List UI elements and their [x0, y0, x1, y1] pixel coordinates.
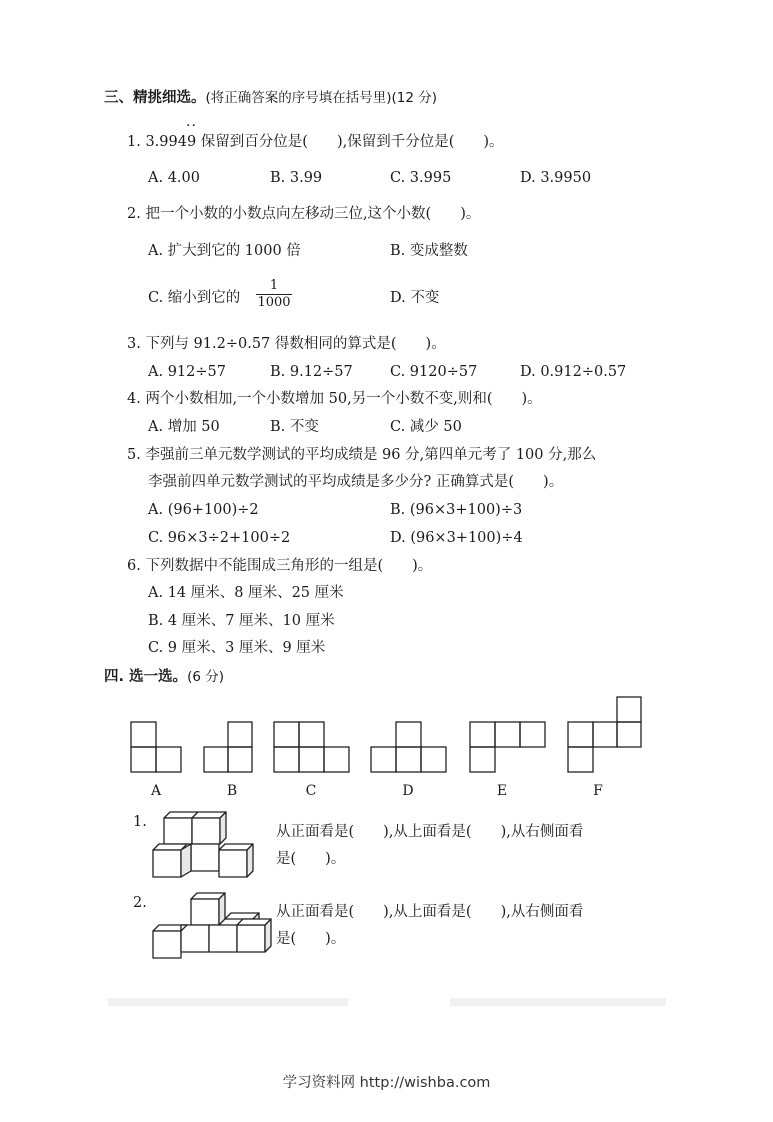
- q2-option-c: C. 缩小到它的: [148, 290, 241, 306]
- q2-option-b: B. 变成整数: [390, 243, 468, 259]
- q1-option-d: D. 3.9950: [520, 170, 592, 186]
- fraction-numerator: 1: [269, 278, 279, 293]
- q5-option-c: C. 96×3÷2+100÷2: [148, 530, 291, 546]
- q6-option-b: B. 4 厘米、7 厘米、10 厘米: [148, 613, 335, 629]
- q3-option-a: A. 912÷57: [148, 364, 226, 380]
- section3-title: 三、精挑细选。: [104, 90, 206, 106]
- q6-option-c: C. 9 厘米、3 厘米、9 厘米: [148, 640, 326, 656]
- q3-option-d: D. 0.912÷0.57: [520, 364, 627, 380]
- q3-option-b: B. 9.12÷57: [270, 364, 353, 380]
- problem1-line2: 是( )。: [276, 851, 346, 867]
- problem2-number: 2.: [133, 895, 147, 911]
- q4-text: 4. 两个小数相加,一个小数增加 50,另一个小数不变,则和( )。: [127, 391, 542, 407]
- q2-option-a: A. 扩大到它的 1000 倍: [148, 243, 301, 259]
- scan-smudge-right: [450, 998, 666, 1006]
- q3-text: 3. 下列与 91.2÷0.57 得数相同的算式是( )。: [127, 336, 446, 352]
- shape-label-a: A: [150, 783, 162, 799]
- scan-smudge-left: [108, 998, 348, 1006]
- problem1-line1: 从正面看是( ),从上面看是( ),从右侧面看: [276, 824, 584, 840]
- q1-text: 1. 3.9949 保留到百分位是( ),保留到千分位是( )。: [127, 134, 504, 150]
- shape-label-c: C: [305, 783, 317, 799]
- problem2-line1: 从正面看是( ),从上面看是( ),从右侧面看: [276, 904, 584, 920]
- q1-option-c: C. 3.995: [390, 170, 452, 186]
- q6-text: 6. 下列数据中不能围成三角形的一组是( )。: [127, 558, 433, 574]
- q5-option-d: D. (96×3+100)÷4: [390, 530, 523, 546]
- q1-option-b: B. 3.99: [270, 170, 323, 186]
- problem2-line2: 是( )。: [276, 931, 346, 947]
- fraction-denominator: 1000: [257, 295, 291, 310]
- section4-title: 四. 选一选。: [104, 669, 188, 685]
- q1-option-a: A. 4.00: [148, 170, 200, 186]
- q4-option-b: B. 不变: [270, 419, 319, 435]
- shape-label-e: E: [496, 783, 508, 799]
- q5-line2: 李强前四单元数学测试的平均成绩是多少分? 正确算式是( )。: [148, 474, 564, 490]
- q6-option-a: A. 14 厘米、8 厘米、25 厘米: [148, 585, 344, 601]
- q2-text: 2. 把一个小数的小数点向左移动三位,这个小数( )。: [127, 206, 481, 222]
- problem1-number: 1.: [133, 814, 147, 830]
- q5-option-a: A. (96+100)÷2: [148, 502, 259, 518]
- shape-label-d: D: [402, 783, 414, 799]
- q4-option-c: C. 减少 50: [390, 419, 462, 435]
- footer-watermark: 学习资料网 http://wishba.com: [282, 1075, 491, 1091]
- q3-option-c: C. 9120÷57: [390, 364, 478, 380]
- section4-note: (6 分): [187, 669, 224, 685]
- q5-option-b: B. (96×3+100)÷3: [390, 502, 523, 518]
- q5-line1: 5. 李强前三单元数学测试的平均成绩是 96 分,第四单元考了 100 分,那么: [127, 447, 597, 463]
- q4-option-a: A. 增加 50: [148, 419, 220, 435]
- q2-option-d: D. 不变: [390, 290, 440, 306]
- shape-label-f: F: [593, 783, 603, 799]
- emphasis-dots: ..: [186, 114, 197, 130]
- section3-note: (将正确答案的序号填在括号里)(12 分): [205, 90, 438, 106]
- shape-label-b: B: [226, 783, 238, 799]
